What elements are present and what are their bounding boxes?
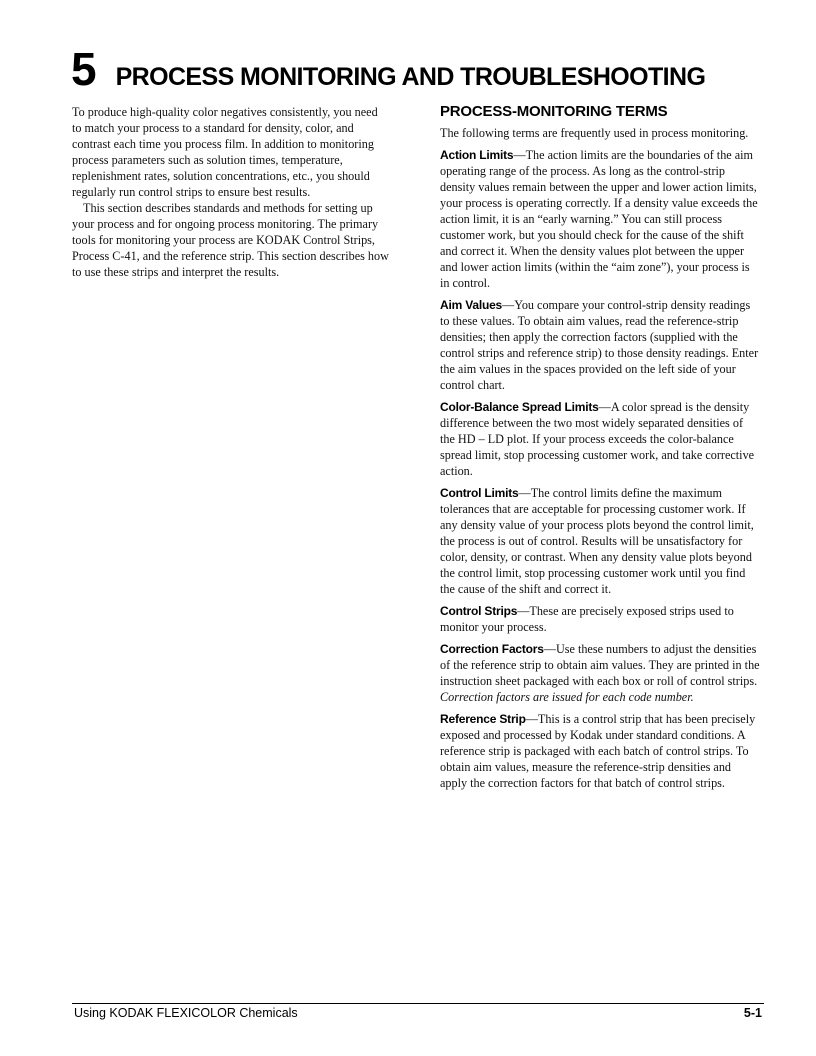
term-label: Control Strips: [440, 604, 518, 618]
footer-publication-title: Using KODAK FLEXICOLOR Chemicals: [74, 1006, 298, 1020]
term-definition: —You compare your control-strip density readings to these values. To obtain aim values, read the reference-strip densities; then apply the correction factors (supplied with the control strips and reference strip) to those density readings. Enter the aim values in the spaces provided on the left side of your control chart.: [440, 298, 759, 392]
chapter-heading: [71, 42, 771, 96]
intro-column: [72, 104, 390, 280]
term-definition: —Use these numbers to adjust the densities of the reference strip to obtain aim values. They are printed in the instruction sheet packaged with each box or roll of control strips.: [440, 642, 760, 688]
terms-lead: The following terms are frequently used in process monitoring.: [440, 126, 749, 140]
section-heading: PROCESS-MONITORING TERMS: [440, 103, 668, 120]
footer-page-number: 5-1: [743, 1006, 762, 1020]
term-label: Action Limits: [440, 148, 514, 162]
chapter-number: 5: [71, 43, 96, 95]
term-definition: —The action limits are the boundaries of the aim operating range of the process. As long as the control-strip density values remain between the upper and lower action limits, your process is operating correctly. If a density value exceeds the action limit, it is an “early warning.” You can still process customer work, but you should check for the cause of the shift and correct it. When the density values plot between the upper and lower action limits (within the “aim zone”), your process is in control.: [440, 148, 758, 290]
term-label: Reference Strip: [440, 712, 526, 726]
footer-divider: [72, 1003, 764, 1004]
term-emphasis: Correction factors are issued for each code number.: [440, 690, 694, 704]
term-control-strips: [440, 603, 760, 635]
term-definition: —This is a control strip that has been precisely exposed and processed by Kodak under standard conditions. A reference strip is packaged with each batch of control strips. To obtain aim values, measure the reference-strip densities and apply the correction factors for that batch of control strips.: [440, 712, 756, 790]
term-definition: —These are precisely exposed strips used to monitor your process.: [440, 604, 734, 634]
intro-paragraph-1: To produce high-quality color negatives consistently, you need to match your process to a standard for density, color, and contrast each time you process film. In addition to monitoring process parameters such as solution times, temperature, replenishment rates, solution concentrations, etc., you should regularly run control strips to ensure best results.: [72, 105, 378, 199]
term-reference-strip: [440, 711, 760, 791]
term-correction-factors: [440, 641, 760, 705]
chapter-title: PROCESS MONITORING AND TROUBLESHOOTING: [115, 63, 706, 91]
intro-paragraph-2: This section describes standards and methods for setting up your process and for ongoing process monitoring. The primary tools for monitoring your process are KODAK Control Strips, Process C-41, and the reference strip. This section describes how to use these strips and interpret the results.: [72, 201, 389, 279]
term-label: Correction Factors: [440, 642, 544, 656]
term-label: Color-Balance Spread Limits: [440, 400, 599, 414]
term-definition: —The control limits define the maximum tolerances that are acceptable for processing customer work. If any density value of your process plots beyond the control limit, the process is out of control. Results will be unsatisfactory for color, density, or contrast. When any density value plots beyond the control limit, stop processing customer work until you find the cause of the shift and correct it.: [440, 486, 754, 596]
term-definition: —A color spread is the density difference between the two most widely separated densities of the HD – LD plot. If your process exceeds the color-balance spread limit, stop processing customer work, and take corrective action.: [440, 400, 755, 478]
term-label: Control Limits: [440, 486, 519, 500]
term-aim-values: [440, 297, 760, 393]
terms-column: [440, 102, 760, 797]
term-action-limits: [440, 147, 760, 291]
term-label: Aim Values: [440, 298, 503, 312]
term-color-balance-spread-limits: [440, 399, 760, 479]
term-control-limits: [440, 485, 760, 597]
